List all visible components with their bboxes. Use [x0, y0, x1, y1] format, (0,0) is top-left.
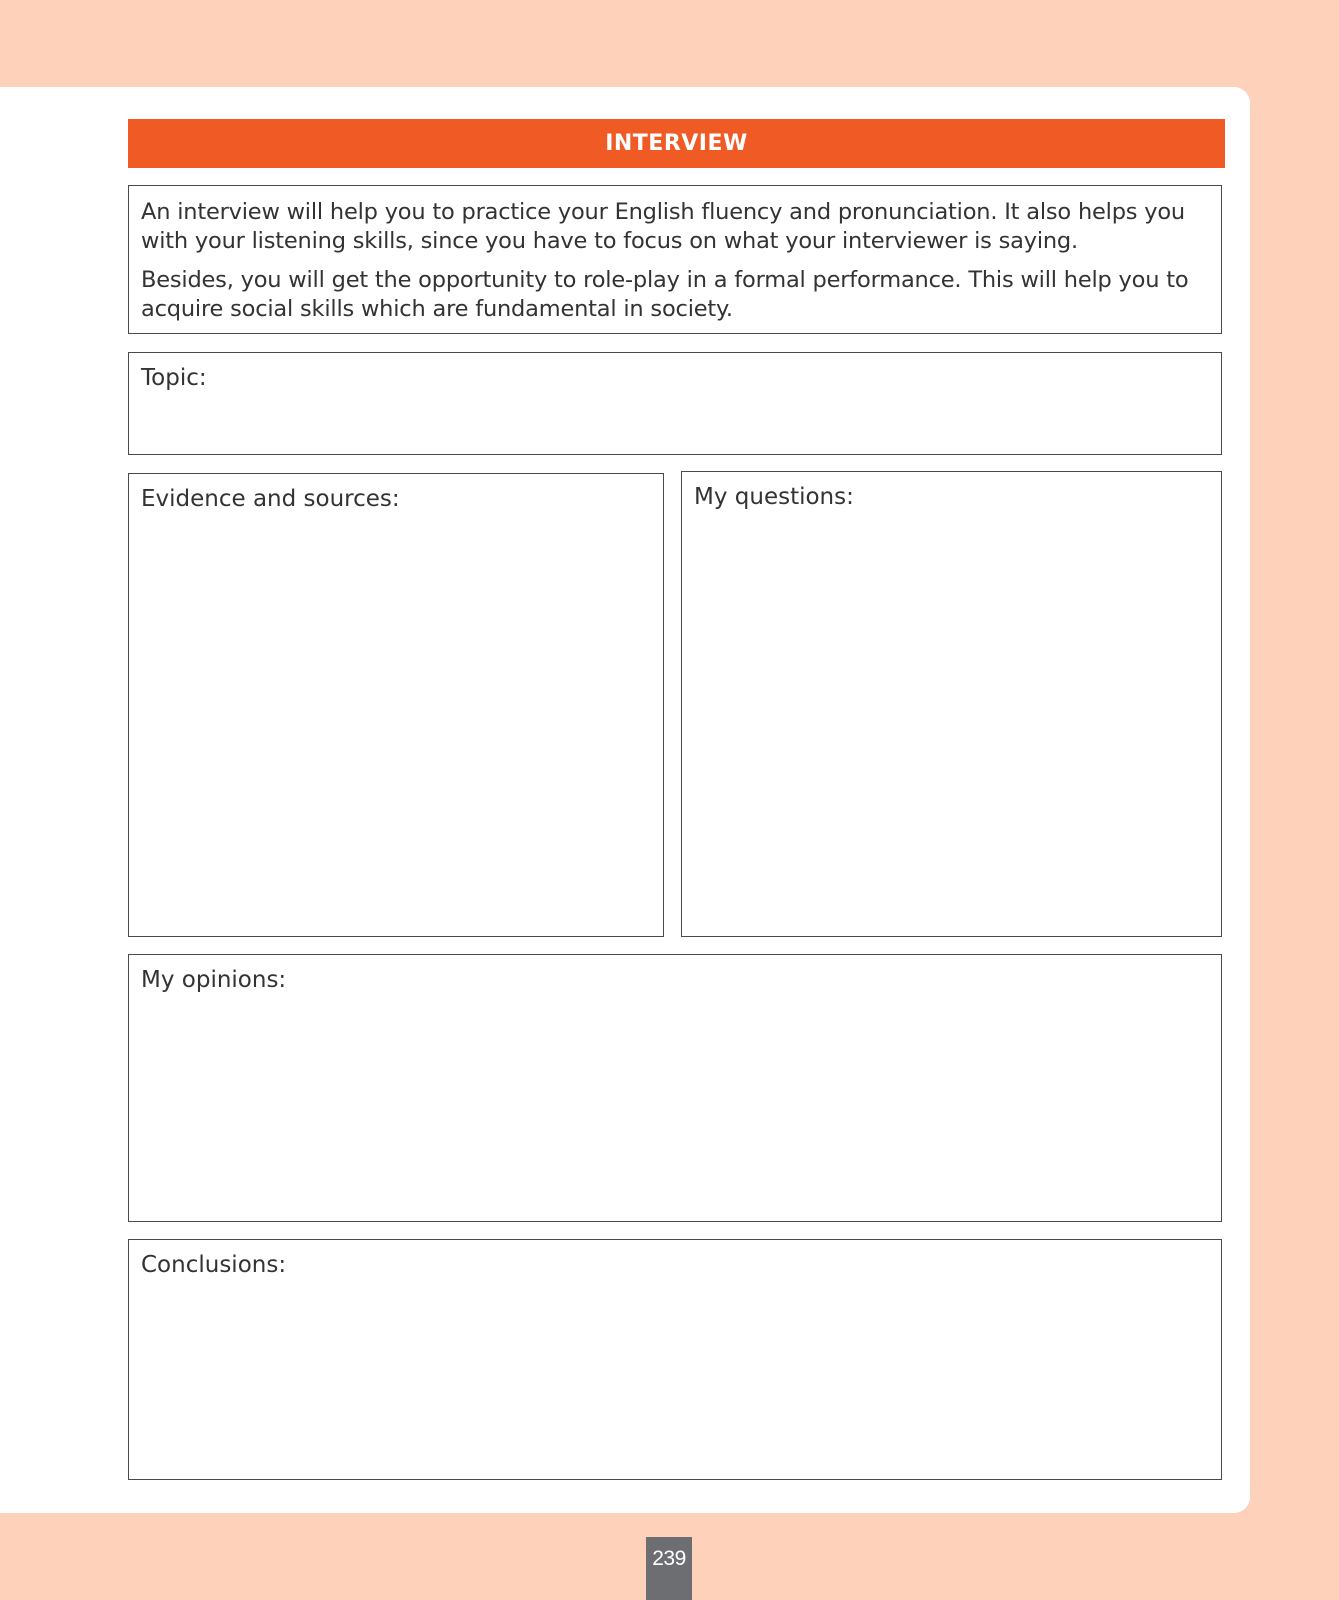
- evidence-label: Evidence and sources:: [141, 486, 400, 512]
- conclusions-label: Conclusions:: [141, 1252, 287, 1278]
- questions-field[interactable]: [681, 471, 1222, 937]
- topic-field[interactable]: [128, 352, 1222, 455]
- page-title: INTERVIEW: [605, 131, 748, 156]
- intro-box: [128, 185, 1222, 334]
- topic-label: Topic:: [141, 365, 207, 391]
- conclusions-field[interactable]: [128, 1239, 1222, 1480]
- page-title-bar: [128, 119, 1225, 168]
- opinions-label: My opinions:: [141, 967, 287, 993]
- page-number-text: 239: [652, 1547, 686, 1570]
- page-number: [646, 1537, 692, 1600]
- intro-paragraph-2: Besides, you will get the opportunity to role-play in a formal performance. This will help you to acquire social skills which are fundamental in society.: [141, 267, 1189, 322]
- opinions-field[interactable]: [128, 954, 1222, 1222]
- questions-label: My questions:: [694, 484, 854, 510]
- evidence-field[interactable]: [128, 473, 664, 937]
- intro-paragraph-1: An interview will help you to practice your English fluency and pronunciation. It also helps you with your listening skills, since you have to focus on what your interviewer is saying.: [141, 199, 1185, 254]
